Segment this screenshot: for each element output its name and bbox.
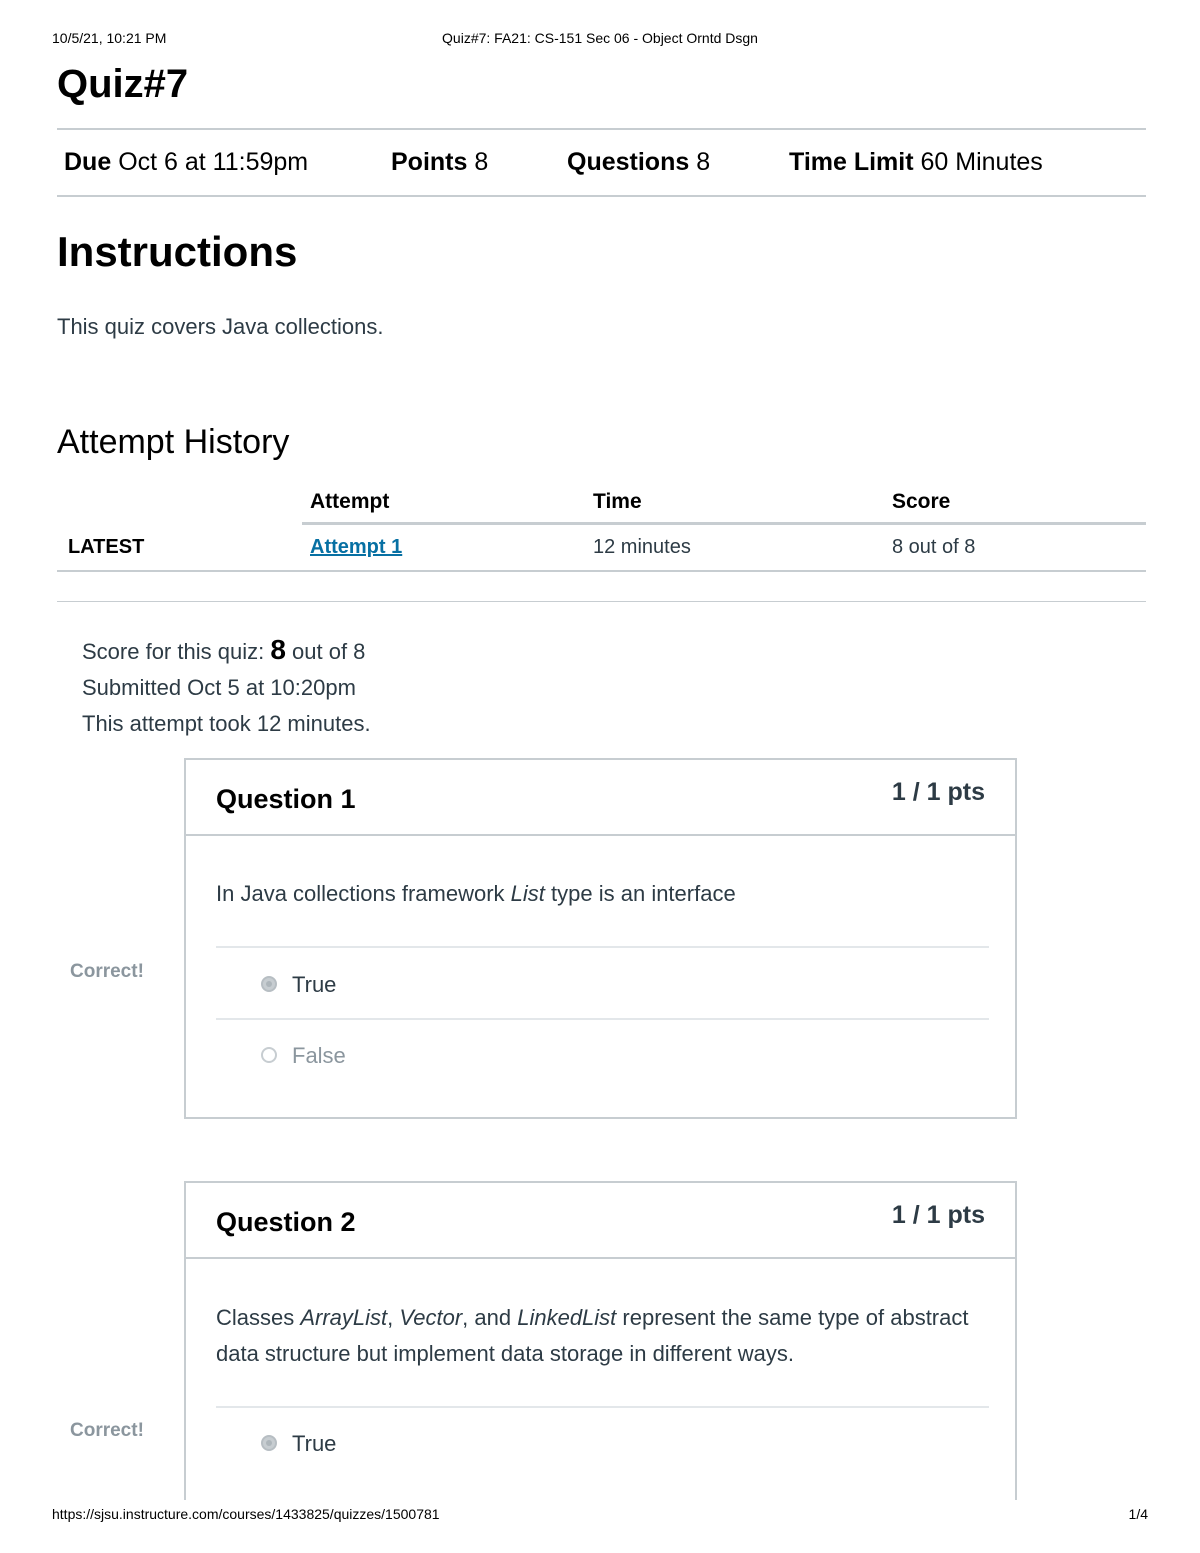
- question-title: Question 1: [216, 784, 356, 814]
- score-prefix: Score for this quiz:: [82, 639, 265, 664]
- print-header: [52, 30, 1148, 48]
- question-2: [184, 1181, 1017, 1500]
- time-limit-info: [789, 148, 1043, 177]
- divider: [57, 195, 1146, 197]
- column-header-time: Time: [593, 490, 642, 513]
- answer-divider: [216, 946, 989, 948]
- question-points: 1 / 1 pts: [891, 778, 985, 806]
- due-info: [64, 148, 308, 177]
- question-text: In Java collections framework List type is an interface: [216, 881, 736, 906]
- print-url: https://sjsu.instructure.com/courses/1433825/quizzes/1500781: [52, 1506, 440, 1522]
- question-header: [186, 1183, 1015, 1259]
- correct-label: Correct!: [70, 961, 144, 982]
- attempt-history-heading: Attempt History: [57, 423, 290, 461]
- row-label-latest: LATEST: [68, 536, 145, 558]
- attempt-cell: [310, 536, 402, 559]
- score-cell: 8 out of 8: [892, 536, 976, 558]
- score-value: 8: [270, 634, 286, 665]
- radio-unselected-icon[interactable]: [261, 1047, 277, 1063]
- questions-value: 8: [696, 148, 711, 176]
- radio-selected-icon[interactable]: [261, 1435, 277, 1451]
- score-suffix: out of 8: [292, 639, 366, 664]
- question-1: [184, 758, 1017, 1119]
- questions-info: [567, 148, 710, 177]
- question-text: Classes ArrayList, Vector, and LinkedList represent the same type of abstract data structure but implement data storage in different ways.: [216, 1305, 969, 1366]
- time-cell: 12 minutes: [593, 536, 691, 558]
- duration-line: This attempt took 12 minutes.: [82, 711, 371, 736]
- instructions-text: This quiz covers Java collections.: [57, 314, 384, 339]
- radio-selected-icon[interactable]: [261, 976, 277, 992]
- submitted-line: Submitted Oct 5 at 10:20pm: [82, 675, 356, 700]
- table-header-divider: [302, 522, 1146, 525]
- answer-label: True: [292, 972, 337, 997]
- points-value: 8: [474, 148, 489, 176]
- points-label: Points: [391, 148, 468, 176]
- due-label: Due: [64, 148, 112, 176]
- time-limit-label: Time Limit: [789, 148, 914, 176]
- print-page-number: 1/4: [1128, 1506, 1148, 1522]
- table-row-divider: [57, 570, 1146, 572]
- score-line: [82, 632, 371, 670]
- divider: [57, 128, 1146, 130]
- question-header: [186, 760, 1015, 836]
- answer-label: True: [292, 1431, 337, 1456]
- questions-label: Questions: [567, 148, 690, 176]
- due-value: Oct 6 at 11:59pm: [118, 148, 309, 176]
- question-points: 1 / 1 pts: [891, 1201, 985, 1229]
- print-date: 10/5/21, 10:21 PM: [52, 30, 167, 46]
- quiz-summary: [82, 632, 371, 742]
- answer-divider: [216, 1018, 989, 1020]
- points-info: [391, 148, 488, 177]
- time-limit-value: 60 Minutes: [920, 148, 1043, 176]
- print-title: Quiz#7: FA21: CS-151 Sec 06 - Object Orntd Dsgn: [442, 30, 758, 46]
- divider: [57, 601, 1146, 602]
- print-footer: [52, 1506, 1148, 1524]
- answer-label: False: [292, 1043, 346, 1068]
- attempt-link[interactable]: Attempt 1: [310, 536, 403, 558]
- question-title: Question 2: [216, 1207, 356, 1237]
- column-header-attempt: Attempt: [310, 490, 390, 513]
- answer-divider: [216, 1406, 989, 1408]
- page-title: Quiz#7: [57, 62, 189, 106]
- column-header-score: Score: [892, 490, 951, 513]
- instructions-heading: Instructions: [57, 228, 298, 275]
- correct-label: Correct!: [70, 1420, 144, 1441]
